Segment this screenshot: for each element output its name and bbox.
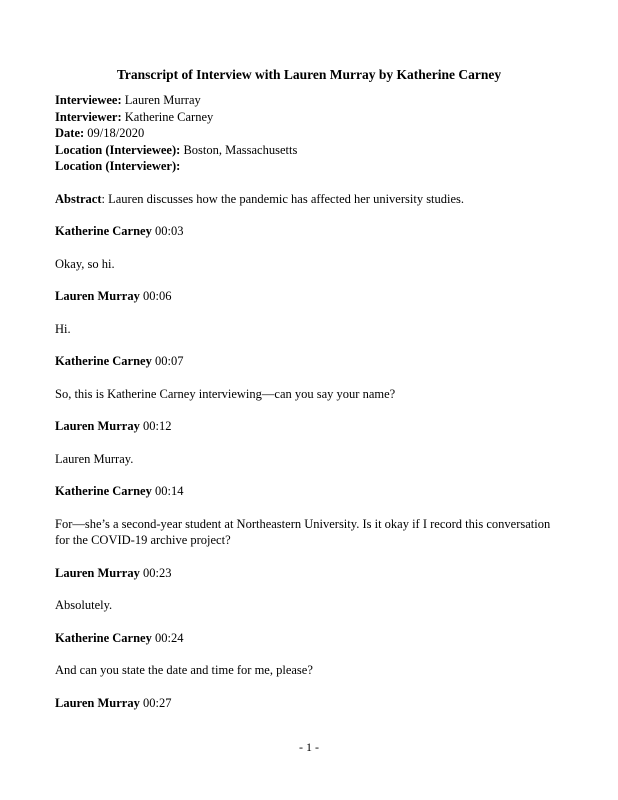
dialogue-entry xyxy=(55,695,563,712)
speaker-name: Lauren Murray xyxy=(55,289,140,303)
metadata-label: Location (Interviewer): xyxy=(55,159,181,173)
utterance-text: Hi. xyxy=(55,321,71,336)
dialogue-entry xyxy=(55,630,563,679)
metadata-value: Katherine Carney xyxy=(124,109,214,124)
document-content xyxy=(55,66,563,711)
metadata-line xyxy=(55,109,563,126)
metadata-line xyxy=(55,92,563,109)
timestamp: 00:27 xyxy=(142,695,172,710)
speaker-line xyxy=(55,695,563,712)
metadata-label: Date: xyxy=(55,126,85,140)
timestamp: 00:07 xyxy=(154,354,184,368)
metadata-block xyxy=(55,92,563,175)
speaker-line xyxy=(55,418,563,435)
dialogue-entry xyxy=(55,418,563,467)
speaker-name: Katherine Carney xyxy=(55,354,152,368)
dialogue-entry xyxy=(55,223,563,272)
speaker-line xyxy=(55,223,563,240)
speaker-line xyxy=(55,565,563,582)
utterance-text: For—she’s a second-year student at Northeastern University. Is it okay if I record this conversation for the COVID-19 archive project? xyxy=(55,516,551,547)
metadata-line xyxy=(55,142,563,159)
abstract-paragraph xyxy=(55,191,563,208)
page-number: - 1 - xyxy=(299,740,319,754)
metadata-label: Interviewee: xyxy=(55,93,122,107)
speaker-name: Lauren Murray xyxy=(55,565,140,580)
speaker-line xyxy=(55,353,563,370)
timestamp: 00:14 xyxy=(154,484,184,498)
metadata-value: Lauren Murray xyxy=(124,93,201,107)
metadata-line xyxy=(55,158,563,175)
abstract-label: Abstract xyxy=(55,191,102,206)
dialogue-entry xyxy=(55,483,563,549)
utterance-text: So, this is Katherine Carney interviewing—can you say your name? xyxy=(55,386,396,401)
timestamp: 00:24 xyxy=(154,630,184,645)
speaker-name: Katherine Carney xyxy=(55,630,152,645)
speaker-name: Lauren Murray xyxy=(55,419,140,433)
dialogue-block xyxy=(55,223,563,711)
timestamp: 00:23 xyxy=(142,565,172,580)
dialogue-entry xyxy=(55,353,563,402)
speaker-line xyxy=(55,630,563,647)
speaker-name: Katherine Carney xyxy=(55,484,152,498)
utterance-text: And can you state the date and time for me, please? xyxy=(55,663,313,677)
speaker-line xyxy=(55,288,563,305)
metadata-label: Location (Interviewee): xyxy=(55,142,181,157)
speaker-line xyxy=(55,483,563,500)
abstract-text: Lauren discusses how the pandemic has affected her university studies. xyxy=(108,191,465,206)
metadata-line xyxy=(55,125,563,142)
dialogue-entry xyxy=(55,565,563,614)
timestamp: 00:03 xyxy=(154,224,184,238)
metadata-value: Boston, Massachusetts xyxy=(183,142,298,157)
speaker-name: Lauren Murray xyxy=(55,695,140,710)
utterance-text: Absolutely. xyxy=(55,598,113,612)
document-title: Transcript of Interview with Lauren Murray by Katherine Carney xyxy=(116,67,502,82)
utterance-text: Lauren Murray. xyxy=(55,451,134,466)
metadata-label: Interviewer: xyxy=(55,109,122,124)
speaker-name: Katherine Carney xyxy=(55,224,152,238)
metadata-value: 09/18/2020 xyxy=(87,126,145,140)
abstract-separator: : xyxy=(101,191,109,206)
timestamp: 00:12 xyxy=(142,419,172,433)
utterance-text: Okay, so hi. xyxy=(55,256,115,271)
timestamp: 00:06 xyxy=(142,289,172,303)
dialogue-entry xyxy=(55,288,563,337)
